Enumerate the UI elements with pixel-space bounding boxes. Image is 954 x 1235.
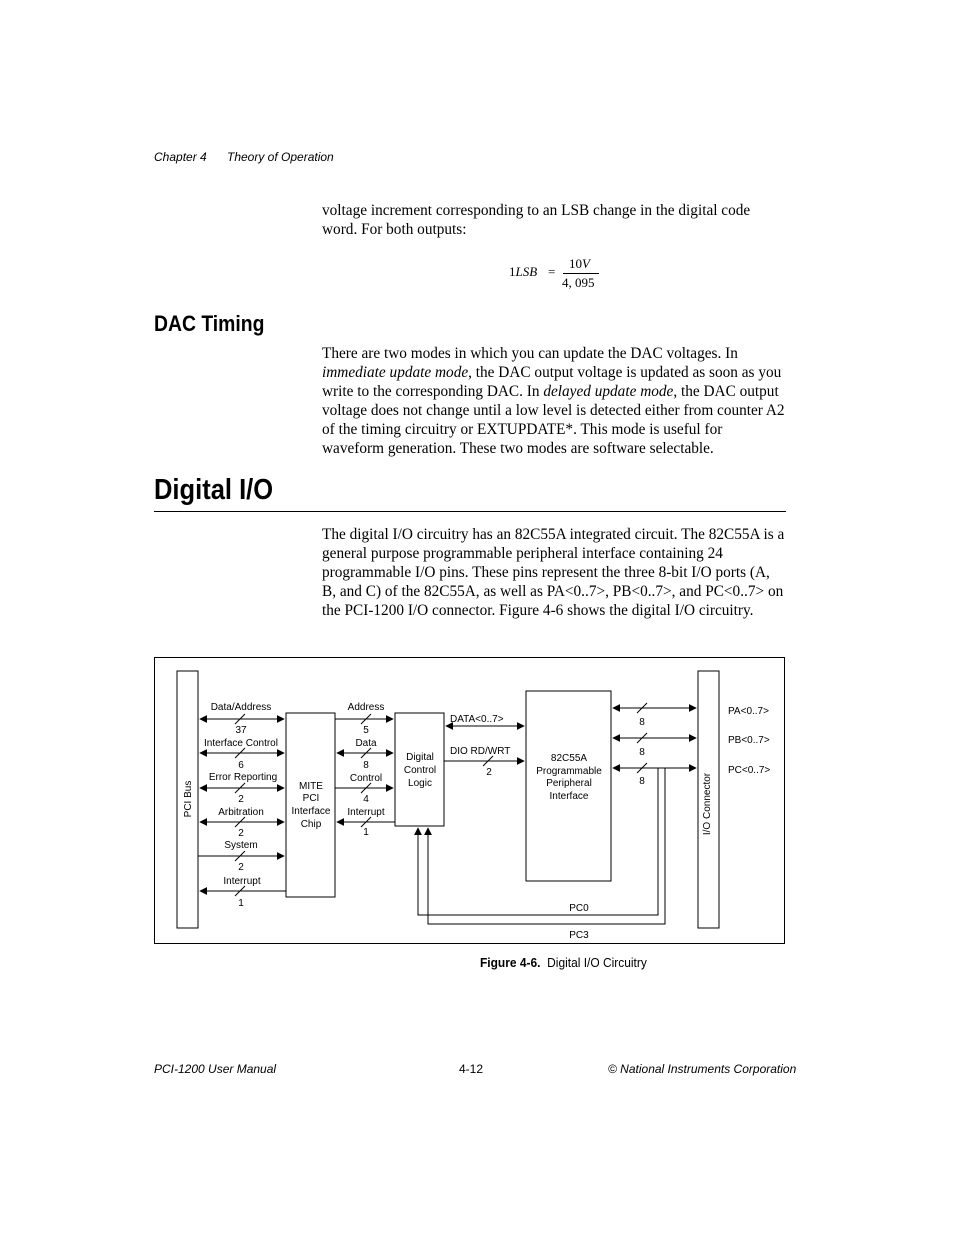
mite-label-2: PCI (302, 793, 320, 804)
footer-page-number: 4-12 (459, 1062, 484, 1076)
signal-data: Data (355, 738, 377, 749)
signal-mite-interrupt: Interrupt (347, 807, 385, 818)
figure-digital-io-circuitry (154, 657, 785, 944)
signal-control: Control (349, 773, 383, 784)
equation-numerator: 10V (569, 256, 590, 271)
dio-rdwrt-count: 2 (486, 767, 492, 778)
count-data-address: 37 (235, 725, 247, 736)
port-b-label: PB<0..7> (728, 735, 770, 746)
signal-data-address: Data/Address (210, 702, 272, 713)
heading-rule (154, 511, 786, 512)
running-header (154, 150, 334, 164)
port-c-label: PC<0..7> (728, 765, 771, 776)
signal-interrupt: Interrupt (223, 876, 261, 887)
port-a-count: 8 (639, 717, 645, 728)
pc0-path (418, 768, 658, 915)
pc0-label: PC0 (569, 903, 589, 914)
dcl-label-3: Logic (408, 778, 432, 789)
equation-lhs: 1LSB (509, 264, 538, 279)
dcl-label-1: Digital (406, 752, 434, 763)
signal-interface-control: Interface Control (204, 738, 278, 749)
equation-equals: = (548, 264, 556, 279)
count-control: 4 (363, 794, 369, 805)
fraction-bar (563, 273, 599, 274)
port-a-label: PA<0..7> (728, 706, 769, 717)
intro-paragraph: voltage increment corresponding to an LSB change in the digital code word. For both outputs: (322, 202, 751, 238)
count-interrupt: 1 (238, 898, 244, 909)
caption-label: Figure 4-6. (480, 955, 541, 970)
pc3-label: PC3 (569, 930, 589, 941)
pc3-path (428, 768, 665, 924)
signal-arbitration: Arbitration (218, 807, 264, 818)
count-address: 5 (363, 725, 369, 736)
pci-bus-label: PCI Bus (183, 780, 194, 818)
data-bus-label: DATA<0..7> (450, 714, 504, 725)
chip-label-4: Interface (549, 791, 589, 802)
mite-block (286, 713, 335, 897)
digital-io-heading: Digital I/O (154, 474, 274, 506)
dac-timing-paragraph: There are two modes in which you can update the DAC voltages. In immediate update mode, the DAC output voltage is updated as soon as you write to the corresponding DAC. In delayed update mode, the DAC output voltage does not change until a low level is detected either from counter A2 of the timing circuitry or EXTUPDATE*. This mode is useful for waveform generation. These two modes are software selectable. (322, 345, 785, 457)
caption-title: Digital I/O Circuitry (547, 955, 647, 970)
count-data: 8 (363, 760, 369, 771)
lsb-equation (509, 256, 609, 292)
dac-timing-heading: DAC Timing (154, 311, 265, 336)
footer-manual-title: PCI-1200 User Manual (154, 1062, 277, 1076)
header-chapter: Chapter 4 (154, 150, 207, 164)
port-c-count: 8 (639, 776, 645, 787)
mite-label-3: Interface (291, 806, 331, 817)
signal-error-reporting: Error Reporting (208, 772, 278, 783)
count-interface-control: 6 (238, 760, 244, 771)
chip-label-2: Programmable (536, 766, 602, 777)
equation-denominator: 4, 095 (562, 275, 595, 290)
circuit-diagram (155, 658, 786, 945)
mite-label-1: MITE (299, 781, 323, 792)
chip-label-3: Peripheral (546, 778, 592, 789)
signal-system: System (224, 840, 258, 851)
dio-rdwrt-label: DIO RD/WRT (450, 746, 511, 757)
digital-io-paragraph: The digital I/O circuitry has an 82C55A integrated circuit. The 82C55A is a general purpose programmable peripheral interface containing 24 programmable I/O pins. These pins represent the three 8-bit I/O ports (A, B, and C) of the 82C55A, as well as PA<0..7>, PB<0..7>, and PC<0..7> on the PCI-1200 I/O connector. Figure 4-6 shows the digital I/O circuitry. (322, 526, 785, 619)
count-system: 2 (238, 862, 244, 873)
port-b-count: 8 (639, 747, 645, 758)
count-mite-interrupt: 1 (363, 827, 369, 838)
dcl-label-2: Control (403, 765, 437, 776)
chip-label-1: 82C55A (550, 753, 588, 764)
footer-copyright: © National Instruments Corporation (608, 1062, 797, 1076)
mite-label-4: Chip (300, 819, 322, 830)
figure-caption (480, 955, 647, 970)
io-connector-label: I/O Connector (702, 772, 713, 836)
header-title: Theory of Operation (227, 150, 334, 164)
signal-address: Address (347, 702, 385, 713)
count-error-reporting: 2 (238, 794, 244, 805)
count-arbitration: 2 (238, 828, 244, 839)
